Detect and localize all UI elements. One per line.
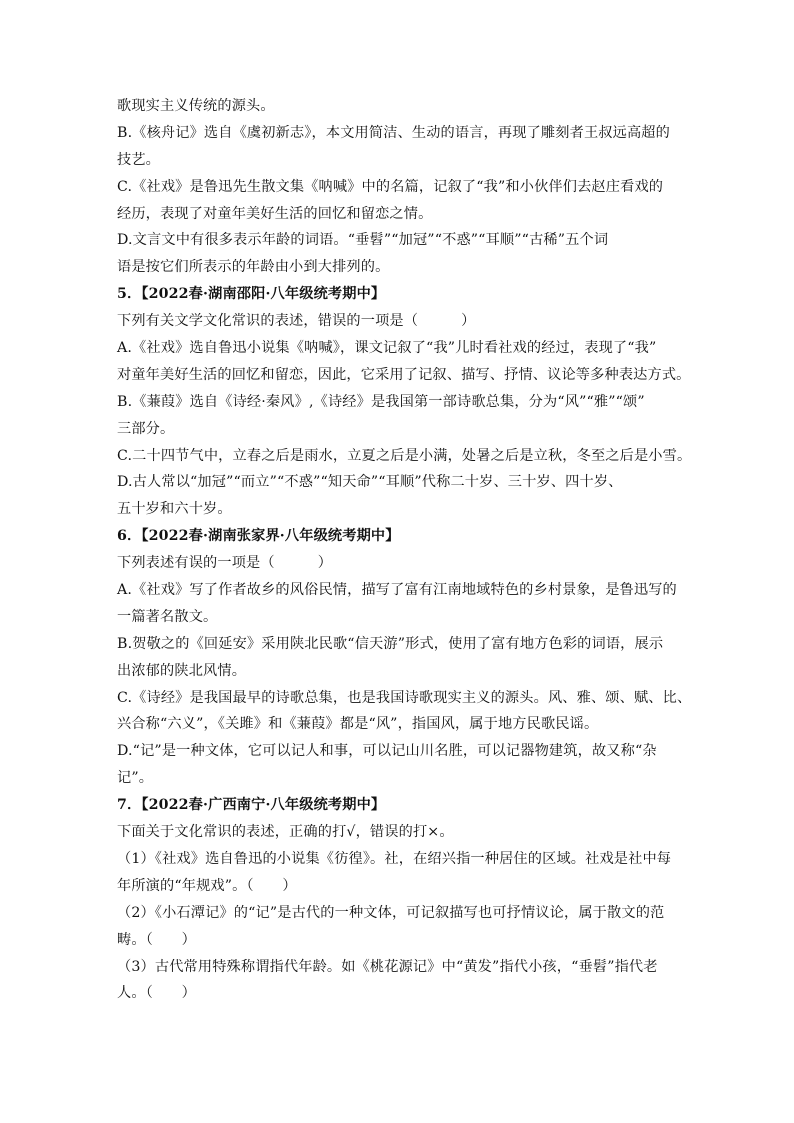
text-line: （3）古代常用特殊称谓指代年龄。如《桃花源记》中“黄发”指代小孩，“垂髫”指代老 [117, 958, 658, 975]
text-line: （2）《小石潭记》的“记”是古代的一种文体，可记叙描写也可抒情议论，属于散文的范 [117, 904, 665, 921]
text-line: 下面关于文化常识的表述，正确的打√，错误的打×。 [117, 824, 454, 841]
text-line: 经历，表现了对童年美好生活的回忆和留恋之情。 [117, 205, 433, 222]
text-line: 歌现实主义传统的源头。 [117, 98, 275, 114]
text-line: 畴。（ ） [117, 931, 196, 948]
text-line: 人。（ ） [117, 985, 196, 1002]
document-body [117, 93, 692, 1007]
text-line: A.《社戏》写了作者故乡的风俗民情，描写了富有江南地域特色的乡村景象，是鲁迅写的 [117, 582, 677, 599]
text-line: A.《社戏》选自鲁迅小说集《呐喊》，课文记叙了“我”儿时看社戏的经过，表现了“我” [117, 340, 657, 357]
text-line: B.《蒹葭》选自《诗经·秦风》,《诗经》是我国第一部诗歌总集，分为“风”“雅”“颂” [117, 393, 645, 410]
text-line: C.《诗经》是我国最早的诗歌总集，也是我国诗歌现实主义的源头。风、雅、颂、赋、比、 [117, 689, 692, 706]
text-line: 出浓郁的陕北风情。 [117, 662, 247, 679]
text-line: B.贺敬之的《回延安》采用陕北民歌“信天游”形式，使用了富有地方色彩的词语，展示 [117, 635, 664, 652]
text-line: C.二十四节气中，立春之后是雨水，立夏之后是小满，处暑之后是立秋，冬至之后是小雪。 [117, 447, 692, 464]
text-line: B.《核舟记》选自《虞初新志》，本文用简洁、生动的语言，再现了雕刻者王叔远高超的 [117, 124, 670, 141]
text-line: 下列有关文学文化常识的表述，错误的一项是（ ） [117, 313, 476, 330]
question-heading: 7．【2022春·广西南宁·八年级统考期中】 [117, 797, 386, 814]
text-line: 一篇著名散文。 [117, 608, 218, 625]
text-line: 对童年美好生活的回忆和留恋，因此，它采用了记叙、描写、抒情、议论等多种表达方式。 [117, 366, 691, 383]
text-line: 技艺。 [117, 151, 161, 168]
text-line: （1）《社戏》选自鲁迅的小说集《彷徨》。社，在绍兴指一种居住的区域。社戏是社中每 [117, 850, 672, 867]
text-line: D.古人常以“加冠”“而立”“不惑”“知天命”“耳顺”代称二十岁、三十岁、四十岁、 [117, 474, 623, 491]
text-line: 三部分。 [117, 420, 175, 437]
text-line: 记”。 [117, 770, 154, 787]
text-line: 年所演的“年规戏”。（ ） [117, 877, 297, 894]
text-line: 五十岁和六十岁。 [117, 501, 232, 518]
text-line: 语是按它们所表示的年龄由小到大排列的。 [117, 259, 390, 276]
text-line: D.“记”是一种文体，它可以记人和事，可以记山川名胜，可以记器物建筑，故又称“杂 [117, 743, 657, 760]
text-line: C.《社戏》是鲁迅先生散文集《呐喊》中的名篇，记叙了“我”和小伙伴们去赵庄看戏的 [117, 178, 664, 195]
text-line: 兴合称“六义”，《关雎》和《蒹葭》都是“风”，指国风，属于地方民歌民谣。 [117, 716, 599, 733]
question-heading: 5．【2022春·湖南邵阳·八年级统考期中】 [117, 286, 386, 303]
question-heading: 6．【2022春·湖南张家界·八年级统考期中】 [117, 528, 400, 545]
text-line: D.文言文中有很多表示年龄的词语。“垂髫”“加冠”“不惑”“耳顺”“古稀”五个词 [117, 232, 609, 249]
text-line: 下列表述有误的一项是（ ） [117, 555, 333, 572]
